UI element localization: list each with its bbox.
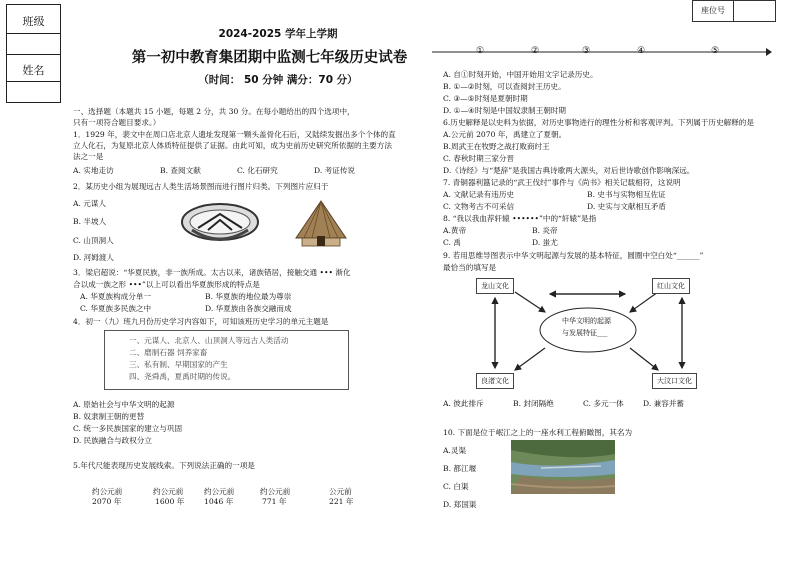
q2-stem: 2．某历史小组为展现远古人类生活场景图而进行图片归类。下列图片应归于 xyxy=(73,182,329,191)
q2-option-b[interactable]: B. 半坡人 xyxy=(73,217,107,226)
q3-option-d[interactable]: D. 华夏族由各族交融而成 xyxy=(205,304,292,313)
q9-stem-1: 9. 若用思维导图表示中华文明起源与发展的基本特征，圆圈中空白处“______” xyxy=(443,251,704,260)
q10-option-a[interactable]: A.灵渠 xyxy=(443,446,467,455)
seat-value[interactable] xyxy=(734,1,775,21)
timeline-year-5: 221 年 xyxy=(329,497,354,506)
q1-stem-3: 法之一是 xyxy=(73,152,104,161)
q3-option-b[interactable]: B. 华夏族的地位最为尊崇 xyxy=(205,292,292,301)
timeline-label-5: 公元前 xyxy=(329,487,352,496)
q10-option-d[interactable]: D. 郑国渠 xyxy=(443,500,477,509)
exam-year: 2024-2025 学年上学期 xyxy=(218,28,338,40)
q8-option-b[interactable]: B. 炎帝 xyxy=(532,226,558,235)
q8-option-a[interactable]: A.黄帝 xyxy=(443,226,467,235)
q1-stem-2: 立人化石，为复原北京人体质特征提供了证据。由此可知，成为史前历史研究所依据的主要方法 xyxy=(73,141,392,150)
q1-stem-1: 1．1929 年，裴文中在周口店北京人遗址发现第一颗头盖骨化石后，又陆续发掘出多个个体的直 xyxy=(73,130,396,139)
q4-content-box xyxy=(104,330,349,390)
q10-stem: 10. 下面是位于岷江之上的一座水利工程俯瞰图，其名为 xyxy=(443,428,633,437)
section-intro-1: 一、选择题（本题共 15 小题，每题 2 分，共 30 分。在每小题给出的四个选项中， xyxy=(73,107,355,116)
q2-option-c[interactable]: C. 山顶洞人 xyxy=(73,236,114,245)
q7-option-c[interactable]: C. 文物考古不可采信 xyxy=(443,202,515,211)
exam-title: 第一初中教育集团期中监测七年级历史试卷 xyxy=(131,50,408,66)
mind-map-center-1: 中华文明的起源 xyxy=(562,317,611,325)
seat-label: 座位号 xyxy=(693,1,734,21)
q6-option-b[interactable]: B.周武王在牧野之战打败商纣王 xyxy=(443,142,550,151)
q5-stem: 5.年代尺能表现历史发展线索。下列说法正确的一项是 xyxy=(73,461,255,470)
q8-option-c[interactable]: C. 禹 xyxy=(443,238,461,247)
node-dawenkou: 大汶口文化 xyxy=(652,373,697,389)
axis-mark-1: ① xyxy=(476,46,485,56)
axis-mark-3: ③ xyxy=(582,46,591,56)
class-label: 班级 xyxy=(22,15,45,28)
q7-option-b[interactable]: B. 史书与实物相互佐证 xyxy=(587,190,666,199)
q3-stem-1: 3．梁启超说：“华夏民族，非一族所成。太古以来，诸族错居，接触交通 ••• 渐化 xyxy=(73,268,351,277)
name-label: 姓名 xyxy=(22,64,45,77)
thatched-hut-image xyxy=(292,198,350,252)
node-longshan: 龙山文化 xyxy=(476,278,514,294)
q3-stem-2: 合以成一族之形 •••”以上可以看出华夏族形成的特点是 xyxy=(73,280,260,289)
q4-option-b[interactable]: B. 奴隶制王朝的更替 xyxy=(73,412,145,421)
class-input-box[interactable] xyxy=(6,33,61,55)
q9-stem-2: 最恰当的填写是 xyxy=(443,263,497,272)
q5-option-b[interactable]: B. ①—②时刻，可以查阅封王历史。 xyxy=(443,82,566,91)
q1-option-d[interactable]: D. 考证传说 xyxy=(314,166,356,175)
q1-option-c[interactable]: C. 化石研究 xyxy=(237,166,278,175)
node-liangzhu: 良渚文化 xyxy=(476,373,514,389)
q4-box-line-3: 三、私有制、早期国家的产生 xyxy=(129,360,228,369)
class-box xyxy=(6,4,61,34)
name-box xyxy=(6,54,61,82)
q2-option-a[interactable]: A. 元谋人 xyxy=(73,199,107,208)
q3-option-a[interactable]: A. 华夏族构成分单一 xyxy=(80,292,152,301)
name-input-box[interactable] xyxy=(6,81,61,103)
q4-box-line-2: 二、磨制石器 饲养家畜 xyxy=(129,348,208,357)
exam-time: （时间： 50 分钟 满分：70 分） xyxy=(198,74,358,86)
q9-option-a[interactable]: A. 彼此排斥 xyxy=(443,399,484,408)
timeline-year-3: 1046 年 xyxy=(204,497,234,506)
q8-stem: 8. “我以我血荐轩辕 ••••••”中的“轩辕”是指 xyxy=(443,214,597,223)
q6-option-c[interactable]: C. 春秋时期三家分晋 xyxy=(443,154,515,163)
q3-option-c[interactable]: C. 华夏族多民族之中 xyxy=(80,304,152,313)
timeline-label-2: 约公元前 xyxy=(153,487,184,496)
mind-map-center-2: 与发展特征___ xyxy=(562,329,608,337)
q9-option-d[interactable]: D. 兼容并蓄 xyxy=(643,399,685,408)
q7-stem: 7. 青铜器利簋记录的“武王伐纣”事件与《尚书》相关记载相符，这说明 xyxy=(443,178,681,187)
timeline-year-2: 1600 年 xyxy=(155,497,185,506)
timeline-label-1: 约公元前 xyxy=(92,487,123,496)
timeline-label-3: 约公元前 xyxy=(204,487,235,496)
q10-option-c[interactable]: C. 白渠 xyxy=(443,482,469,491)
axis-mark-5: ⑤ xyxy=(711,46,720,56)
q4-option-a[interactable]: A. 原始社会与中华文明的起源 xyxy=(73,400,175,409)
q4-option-d[interactable]: D. 民族融合与政权分立 xyxy=(73,436,152,445)
dujiangyan-aerial-photo xyxy=(511,440,615,494)
q5-option-c[interactable]: C. ③—⑤时刻是夏朝时期 xyxy=(443,94,528,103)
q4-box-line-1: 一、元谋人、北京人、山顶洞人等远古人类活动 xyxy=(129,336,289,345)
axis-mark-2: ② xyxy=(531,46,540,56)
q4-option-c[interactable]: C. 统一多民族国家的建立与巩固 xyxy=(73,424,183,433)
q9-option-b[interactable]: B. 封闭隔绝 xyxy=(513,399,554,408)
q5-option-d[interactable]: D. ①—④时刻是中国奴隶制王朝时期 xyxy=(443,106,566,115)
q6-stem: 6.历史解释是以史料为依据，对历史事物进行的理性分析和客观评判。下列属于历史解释的是 xyxy=(443,118,754,127)
timeline-year-1: 2070 年 xyxy=(92,497,122,506)
q1-option-b[interactable]: B. 查阅文献 xyxy=(160,166,201,175)
pottery-basin-image xyxy=(180,200,260,246)
seat-box xyxy=(692,0,776,22)
timeline-label-4: 约公元前 xyxy=(260,487,291,496)
q7-option-a[interactable]: A. 文献记录有违历史 xyxy=(443,190,515,199)
q2-option-d[interactable]: D. 河姆渡人 xyxy=(73,253,115,262)
timeline-year-4: 771 年 xyxy=(262,497,287,506)
q8-option-d[interactable]: D. 蚩尤 xyxy=(532,238,558,247)
q1-option-a[interactable]: A. 实地走访 xyxy=(73,166,114,175)
q7-option-d[interactable]: D. 史实与文献相互矛盾 xyxy=(587,202,666,211)
q9-option-c[interactable]: C. 多元一体 xyxy=(583,399,624,408)
axis-mark-4: ④ xyxy=(637,46,646,56)
q4-stem: 4．初一（九）班九月份历史学习内容如下，可知该班历史学习的单元主题是 xyxy=(73,317,329,326)
q6-option-d[interactable]: D.《诗经》与“楚辞”是我国古典诗歌两大源头，对后世诗歌创作影响深远。 xyxy=(443,166,695,175)
q5-option-a[interactable]: A. 自①时刻开始，中国开始用文字记录历史。 xyxy=(443,70,598,79)
q4-box-line-4: 四、尧舜禹，夏禹时期的传说。 xyxy=(129,372,236,381)
node-hongshan: 红山文化 xyxy=(652,278,690,294)
q10-option-b[interactable]: B. 都江堰 xyxy=(443,464,477,473)
q6-option-a[interactable]: A.公元前 2070 年，禹建立了夏朝。 xyxy=(443,130,567,139)
section-intro-2: 只有一项符合题目要求。） xyxy=(73,118,161,127)
